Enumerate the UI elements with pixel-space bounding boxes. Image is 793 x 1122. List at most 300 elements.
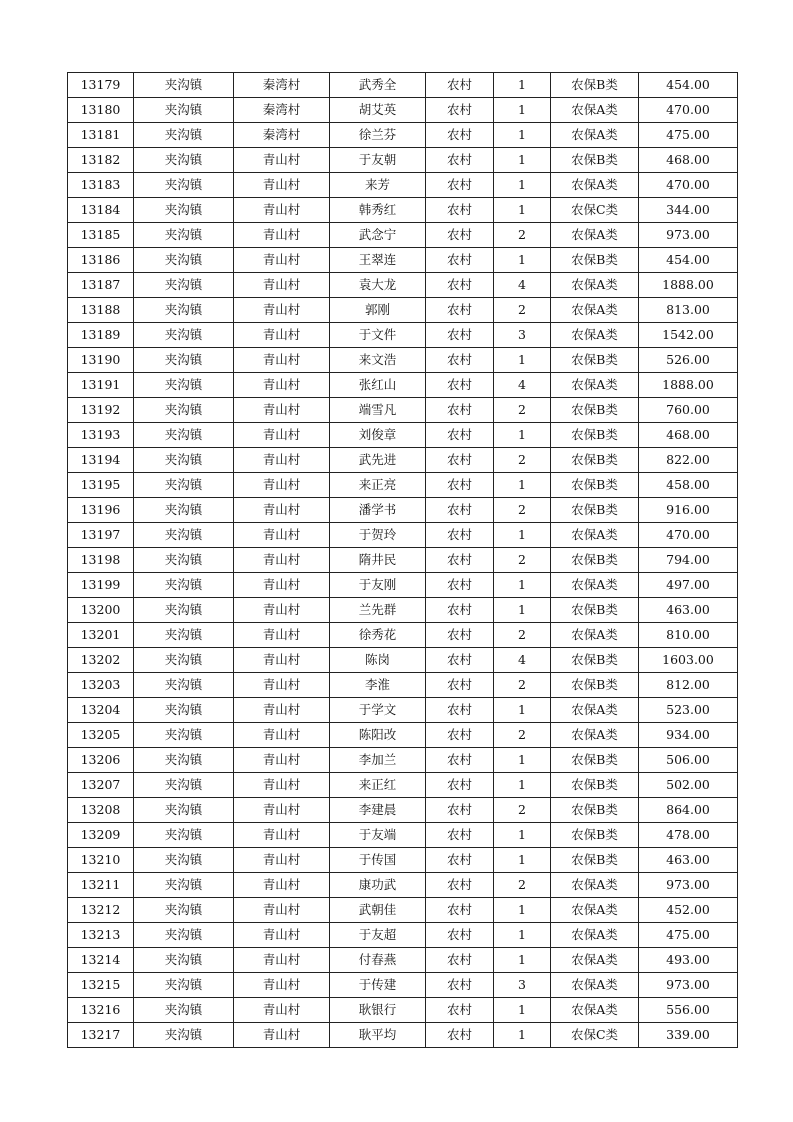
- insurance-category-cell: 农保A类: [551, 173, 639, 198]
- insurance-category-cell: 农保B类: [551, 398, 639, 423]
- amount-cell: 973.00: [639, 973, 738, 998]
- person-name-cell: 徐兰芬: [330, 123, 426, 148]
- amount-cell: 463.00: [639, 598, 738, 623]
- area-type-cell: 农村: [426, 323, 494, 348]
- household-count-cell: 1: [494, 148, 551, 173]
- household-count-cell: 1: [494, 923, 551, 948]
- table-row: [68, 598, 738, 623]
- area-type-cell: 农村: [426, 948, 494, 973]
- person-name-cell: 武先进: [330, 448, 426, 473]
- record-id-cell: 13190: [68, 348, 134, 373]
- town-cell: 夹沟镇: [134, 298, 234, 323]
- amount-cell: 497.00: [639, 573, 738, 598]
- amount-cell: 973.00: [639, 873, 738, 898]
- area-type-cell: 农村: [426, 398, 494, 423]
- amount-cell: 468.00: [639, 148, 738, 173]
- town-cell: 夹沟镇: [134, 798, 234, 823]
- amount-cell: 1888.00: [639, 273, 738, 298]
- amount-cell: 470.00: [639, 173, 738, 198]
- village-cell: 青山村: [234, 223, 330, 248]
- town-cell: 夹沟镇: [134, 823, 234, 848]
- insurance-category-cell: 农保A类: [551, 98, 639, 123]
- table-row: [68, 798, 738, 823]
- record-id-cell: 13202: [68, 648, 134, 673]
- table-row: [68, 723, 738, 748]
- village-cell: 青山村: [234, 323, 330, 348]
- table-row: [68, 198, 738, 223]
- record-id-cell: 13216: [68, 998, 134, 1023]
- table-row: [68, 748, 738, 773]
- table-row: [68, 573, 738, 598]
- person-name-cell: 胡艾英: [330, 98, 426, 123]
- village-cell: 青山村: [234, 173, 330, 198]
- village-cell: 秦湾村: [234, 73, 330, 98]
- amount-cell: 1888.00: [639, 373, 738, 398]
- town-cell: 夹沟镇: [134, 873, 234, 898]
- town-cell: 夹沟镇: [134, 723, 234, 748]
- table-row: [68, 498, 738, 523]
- village-cell: 青山村: [234, 748, 330, 773]
- town-cell: 夹沟镇: [134, 448, 234, 473]
- household-count-cell: 1: [494, 473, 551, 498]
- area-type-cell: 农村: [426, 348, 494, 373]
- amount-cell: 526.00: [639, 348, 738, 373]
- village-cell: 青山村: [234, 548, 330, 573]
- table-row: [68, 373, 738, 398]
- table-row: [68, 173, 738, 198]
- household-count-cell: 3: [494, 973, 551, 998]
- town-cell: 夹沟镇: [134, 198, 234, 223]
- village-cell: 青山村: [234, 298, 330, 323]
- village-cell: 青山村: [234, 423, 330, 448]
- area-type-cell: 农村: [426, 548, 494, 573]
- record-id-cell: 13203: [68, 673, 134, 698]
- record-id-cell: 13187: [68, 273, 134, 298]
- amount-cell: 493.00: [639, 948, 738, 973]
- table-row: [68, 298, 738, 323]
- town-cell: 夹沟镇: [134, 773, 234, 798]
- area-type-cell: 农村: [426, 623, 494, 648]
- record-id-cell: 13198: [68, 548, 134, 573]
- insurance-category-cell: 农保A类: [551, 873, 639, 898]
- amount-cell: 478.00: [639, 823, 738, 848]
- record-id-cell: 13215: [68, 973, 134, 998]
- town-cell: 夹沟镇: [134, 898, 234, 923]
- amount-cell: 822.00: [639, 448, 738, 473]
- area-type-cell: 农村: [426, 498, 494, 523]
- village-cell: 青山村: [234, 998, 330, 1023]
- table-row: [68, 698, 738, 723]
- amount-cell: 502.00: [639, 773, 738, 798]
- amount-cell: 475.00: [639, 123, 738, 148]
- village-cell: 青山村: [234, 823, 330, 848]
- person-name-cell: 付春燕: [330, 948, 426, 973]
- insurance-category-cell: 农保B类: [551, 598, 639, 623]
- area-type-cell: 农村: [426, 448, 494, 473]
- record-id-cell: 13179: [68, 73, 134, 98]
- table-row: [68, 73, 738, 98]
- town-cell: 夹沟镇: [134, 923, 234, 948]
- insurance-category-cell: 农保B类: [551, 348, 639, 373]
- amount-cell: 934.00: [639, 723, 738, 748]
- town-cell: 夹沟镇: [134, 548, 234, 573]
- table-row: [68, 123, 738, 148]
- record-id-cell: 13213: [68, 923, 134, 948]
- person-name-cell: 王翠连: [330, 248, 426, 273]
- record-id-cell: 13205: [68, 723, 134, 748]
- area-type-cell: 农村: [426, 898, 494, 923]
- insurance-category-cell: 农保A类: [551, 623, 639, 648]
- household-count-cell: 2: [494, 398, 551, 423]
- town-cell: 夹沟镇: [134, 573, 234, 598]
- amount-cell: 506.00: [639, 748, 738, 773]
- village-cell: 青山村: [234, 898, 330, 923]
- village-cell: 青山村: [234, 473, 330, 498]
- person-name-cell: 于贺玲: [330, 523, 426, 548]
- insurance-category-cell: 农保A类: [551, 123, 639, 148]
- area-type-cell: 农村: [426, 473, 494, 498]
- record-id-cell: 13211: [68, 873, 134, 898]
- village-cell: 青山村: [234, 148, 330, 173]
- record-id-cell: 13183: [68, 173, 134, 198]
- person-name-cell: 来芳: [330, 173, 426, 198]
- area-type-cell: 农村: [426, 1023, 494, 1048]
- village-cell: 青山村: [234, 498, 330, 523]
- area-type-cell: 农村: [426, 423, 494, 448]
- person-name-cell: 于传建: [330, 973, 426, 998]
- person-name-cell: 于友端: [330, 823, 426, 848]
- household-count-cell: 1: [494, 773, 551, 798]
- insurance-category-cell: 农保B类: [551, 498, 639, 523]
- amount-cell: 454.00: [639, 73, 738, 98]
- person-name-cell: 于学文: [330, 698, 426, 723]
- town-cell: 夹沟镇: [134, 123, 234, 148]
- person-name-cell: 李加兰: [330, 748, 426, 773]
- insurance-category-cell: 农保A类: [551, 523, 639, 548]
- insurance-category-cell: 农保B类: [551, 423, 639, 448]
- record-id-cell: 13181: [68, 123, 134, 148]
- town-cell: 夹沟镇: [134, 623, 234, 648]
- household-count-cell: 1: [494, 948, 551, 973]
- record-id-cell: 13207: [68, 773, 134, 798]
- table-row: [68, 998, 738, 1023]
- record-id-cell: 13210: [68, 848, 134, 873]
- insurance-category-cell: 农保B类: [551, 73, 639, 98]
- town-cell: 夹沟镇: [134, 848, 234, 873]
- area-type-cell: 农村: [426, 373, 494, 398]
- village-cell: 青山村: [234, 798, 330, 823]
- record-id-cell: 13204: [68, 698, 134, 723]
- insurance-category-cell: 农保B类: [551, 748, 639, 773]
- town-cell: 夹沟镇: [134, 523, 234, 548]
- insurance-category-cell: 农保B类: [551, 148, 639, 173]
- household-count-cell: 4: [494, 373, 551, 398]
- person-name-cell: 来正红: [330, 773, 426, 798]
- household-count-cell: 4: [494, 648, 551, 673]
- town-cell: 夹沟镇: [134, 423, 234, 448]
- household-count-cell: 1: [494, 173, 551, 198]
- table-row: [68, 523, 738, 548]
- town-cell: 夹沟镇: [134, 1023, 234, 1048]
- area-type-cell: 农村: [426, 748, 494, 773]
- table-row: [68, 898, 738, 923]
- person-name-cell: 郭刚: [330, 298, 426, 323]
- area-type-cell: 农村: [426, 598, 494, 623]
- household-count-cell: 1: [494, 1023, 551, 1048]
- area-type-cell: 农村: [426, 698, 494, 723]
- area-type-cell: 农村: [426, 123, 494, 148]
- insurance-category-cell: 农保A类: [551, 898, 639, 923]
- table-row: [68, 673, 738, 698]
- area-type-cell: 农村: [426, 823, 494, 848]
- amount-cell: 973.00: [639, 223, 738, 248]
- village-cell: 青山村: [234, 523, 330, 548]
- insurance-category-cell: 农保A类: [551, 698, 639, 723]
- record-id-cell: 13214: [68, 948, 134, 973]
- village-cell: 青山村: [234, 273, 330, 298]
- village-cell: 青山村: [234, 948, 330, 973]
- record-id-cell: 13217: [68, 1023, 134, 1048]
- village-cell: 青山村: [234, 448, 330, 473]
- household-count-cell: 2: [494, 223, 551, 248]
- person-name-cell: 耿平均: [330, 1023, 426, 1048]
- insurance-category-cell: 农保A类: [551, 573, 639, 598]
- village-cell: 青山村: [234, 698, 330, 723]
- town-cell: 夹沟镇: [134, 173, 234, 198]
- area-type-cell: 农村: [426, 648, 494, 673]
- household-count-cell: 2: [494, 673, 551, 698]
- household-count-cell: 1: [494, 73, 551, 98]
- record-id-cell: 13194: [68, 448, 134, 473]
- household-count-cell: 2: [494, 498, 551, 523]
- household-count-cell: 1: [494, 598, 551, 623]
- record-id-cell: 13199: [68, 573, 134, 598]
- person-name-cell: 于友超: [330, 923, 426, 948]
- amount-cell: 458.00: [639, 473, 738, 498]
- insurance-category-cell: 农保A类: [551, 948, 639, 973]
- insurance-category-cell: 农保A类: [551, 323, 639, 348]
- table-row: [68, 423, 738, 448]
- amount-cell: 812.00: [639, 673, 738, 698]
- village-cell: 青山村: [234, 198, 330, 223]
- town-cell: 夹沟镇: [134, 273, 234, 298]
- household-count-cell: 2: [494, 548, 551, 573]
- area-type-cell: 农村: [426, 773, 494, 798]
- town-cell: 夹沟镇: [134, 498, 234, 523]
- town-cell: 夹沟镇: [134, 473, 234, 498]
- area-type-cell: 农村: [426, 848, 494, 873]
- insurance-category-cell: 农保A类: [551, 998, 639, 1023]
- town-cell: 夹沟镇: [134, 398, 234, 423]
- household-count-cell: 1: [494, 248, 551, 273]
- table-row: [68, 398, 738, 423]
- table-row: [68, 448, 738, 473]
- area-type-cell: 农村: [426, 173, 494, 198]
- area-type-cell: 农村: [426, 573, 494, 598]
- assistance-ledger-table: [67, 72, 738, 1048]
- insurance-category-cell: 农保B类: [551, 448, 639, 473]
- record-id-cell: 13195: [68, 473, 134, 498]
- insurance-category-cell: 农保B类: [551, 648, 639, 673]
- table-row: [68, 848, 738, 873]
- household-count-cell: 1: [494, 123, 551, 148]
- household-count-cell: 1: [494, 573, 551, 598]
- record-id-cell: 13186: [68, 248, 134, 273]
- insurance-category-cell: 农保A类: [551, 373, 639, 398]
- town-cell: 夹沟镇: [134, 748, 234, 773]
- area-type-cell: 农村: [426, 248, 494, 273]
- town-cell: 夹沟镇: [134, 98, 234, 123]
- household-count-cell: 2: [494, 723, 551, 748]
- town-cell: 夹沟镇: [134, 973, 234, 998]
- village-cell: 青山村: [234, 623, 330, 648]
- amount-cell: 470.00: [639, 523, 738, 548]
- record-id-cell: 13196: [68, 498, 134, 523]
- area-type-cell: 农村: [426, 298, 494, 323]
- area-type-cell: 农村: [426, 523, 494, 548]
- record-id-cell: 13191: [68, 373, 134, 398]
- village-cell: 青山村: [234, 348, 330, 373]
- area-type-cell: 农村: [426, 73, 494, 98]
- town-cell: 夹沟镇: [134, 323, 234, 348]
- town-cell: 夹沟镇: [134, 948, 234, 973]
- insurance-category-cell: 农保A类: [551, 298, 639, 323]
- village-cell: 秦湾村: [234, 98, 330, 123]
- village-cell: 青山村: [234, 1023, 330, 1048]
- household-count-cell: 2: [494, 623, 551, 648]
- insurance-category-cell: 农保B类: [551, 248, 639, 273]
- household-count-cell: 3: [494, 323, 551, 348]
- record-id-cell: 13208: [68, 798, 134, 823]
- record-id-cell: 13188: [68, 298, 134, 323]
- town-cell: 夹沟镇: [134, 148, 234, 173]
- table-row: [68, 873, 738, 898]
- area-type-cell: 农村: [426, 973, 494, 998]
- area-type-cell: 农村: [426, 198, 494, 223]
- village-cell: 青山村: [234, 373, 330, 398]
- table-row: [68, 923, 738, 948]
- person-name-cell: 端雪凡: [330, 398, 426, 423]
- insurance-category-cell: 农保B类: [551, 798, 639, 823]
- insurance-category-cell: 农保B类: [551, 548, 639, 573]
- household-count-cell: 1: [494, 98, 551, 123]
- record-id-cell: 13206: [68, 748, 134, 773]
- amount-cell: 1603.00: [639, 648, 738, 673]
- amount-cell: 339.00: [639, 1023, 738, 1048]
- record-id-cell: 13182: [68, 148, 134, 173]
- table-row: [68, 1023, 738, 1048]
- table-row: [68, 548, 738, 573]
- area-type-cell: 农村: [426, 223, 494, 248]
- insurance-category-cell: 农保A类: [551, 273, 639, 298]
- amount-cell: 864.00: [639, 798, 738, 823]
- amount-cell: 794.00: [639, 548, 738, 573]
- table-row: [68, 473, 738, 498]
- table-row: [68, 973, 738, 998]
- table-row: [68, 348, 738, 373]
- person-name-cell: 袁大龙: [330, 273, 426, 298]
- person-name-cell: 陈阳改: [330, 723, 426, 748]
- person-name-cell: 武朝佳: [330, 898, 426, 923]
- town-cell: 夹沟镇: [134, 598, 234, 623]
- amount-cell: 813.00: [639, 298, 738, 323]
- amount-cell: 1542.00: [639, 323, 738, 348]
- area-type-cell: 农村: [426, 673, 494, 698]
- area-type-cell: 农村: [426, 923, 494, 948]
- village-cell: 青山村: [234, 598, 330, 623]
- area-type-cell: 农村: [426, 273, 494, 298]
- person-name-cell: 康功武: [330, 873, 426, 898]
- record-id-cell: 13209: [68, 823, 134, 848]
- record-id-cell: 13201: [68, 623, 134, 648]
- person-name-cell: 刘俊章: [330, 423, 426, 448]
- person-name-cell: 李建晨: [330, 798, 426, 823]
- person-name-cell: 陈岗: [330, 648, 426, 673]
- amount-cell: 463.00: [639, 848, 738, 873]
- record-id-cell: 13200: [68, 598, 134, 623]
- amount-cell: 760.00: [639, 398, 738, 423]
- household-count-cell: 1: [494, 748, 551, 773]
- town-cell: 夹沟镇: [134, 998, 234, 1023]
- amount-cell: 452.00: [639, 898, 738, 923]
- household-count-cell: 1: [494, 423, 551, 448]
- person-name-cell: 武念宁: [330, 223, 426, 248]
- household-count-cell: 2: [494, 798, 551, 823]
- person-name-cell: 武秀全: [330, 73, 426, 98]
- village-cell: 青山村: [234, 848, 330, 873]
- village-cell: 青山村: [234, 973, 330, 998]
- insurance-category-cell: 农保C类: [551, 198, 639, 223]
- record-id-cell: 13185: [68, 223, 134, 248]
- insurance-category-cell: 农保B类: [551, 848, 639, 873]
- village-cell: 青山村: [234, 723, 330, 748]
- person-name-cell: 来正亮: [330, 473, 426, 498]
- table-row: [68, 148, 738, 173]
- area-type-cell: 农村: [426, 998, 494, 1023]
- town-cell: 夹沟镇: [134, 73, 234, 98]
- insurance-category-cell: 农保C类: [551, 1023, 639, 1048]
- person-name-cell: 徐秀花: [330, 623, 426, 648]
- table-row: [68, 223, 738, 248]
- amount-cell: 810.00: [639, 623, 738, 648]
- record-id-cell: 13184: [68, 198, 134, 223]
- area-type-cell: 农村: [426, 723, 494, 748]
- person-name-cell: 于友刚: [330, 573, 426, 598]
- person-name-cell: 来文浩: [330, 348, 426, 373]
- insurance-category-cell: 农保A类: [551, 973, 639, 998]
- ledger-sheet: [67, 72, 738, 1048]
- amount-cell: 470.00: [639, 98, 738, 123]
- household-count-cell: 1: [494, 823, 551, 848]
- record-id-cell: 13212: [68, 898, 134, 923]
- town-cell: 夹沟镇: [134, 248, 234, 273]
- household-count-cell: 4: [494, 273, 551, 298]
- household-count-cell: 2: [494, 448, 551, 473]
- amount-cell: 344.00: [639, 198, 738, 223]
- town-cell: 夹沟镇: [134, 698, 234, 723]
- town-cell: 夹沟镇: [134, 673, 234, 698]
- insurance-category-cell: 农保A类: [551, 223, 639, 248]
- record-id-cell: 13193: [68, 423, 134, 448]
- village-cell: 青山村: [234, 673, 330, 698]
- person-name-cell: 于传国: [330, 848, 426, 873]
- household-count-cell: 1: [494, 523, 551, 548]
- table-row: [68, 98, 738, 123]
- table-row: [68, 648, 738, 673]
- village-cell: 青山村: [234, 873, 330, 898]
- ledger-body: [68, 73, 738, 1048]
- person-name-cell: 于文件: [330, 323, 426, 348]
